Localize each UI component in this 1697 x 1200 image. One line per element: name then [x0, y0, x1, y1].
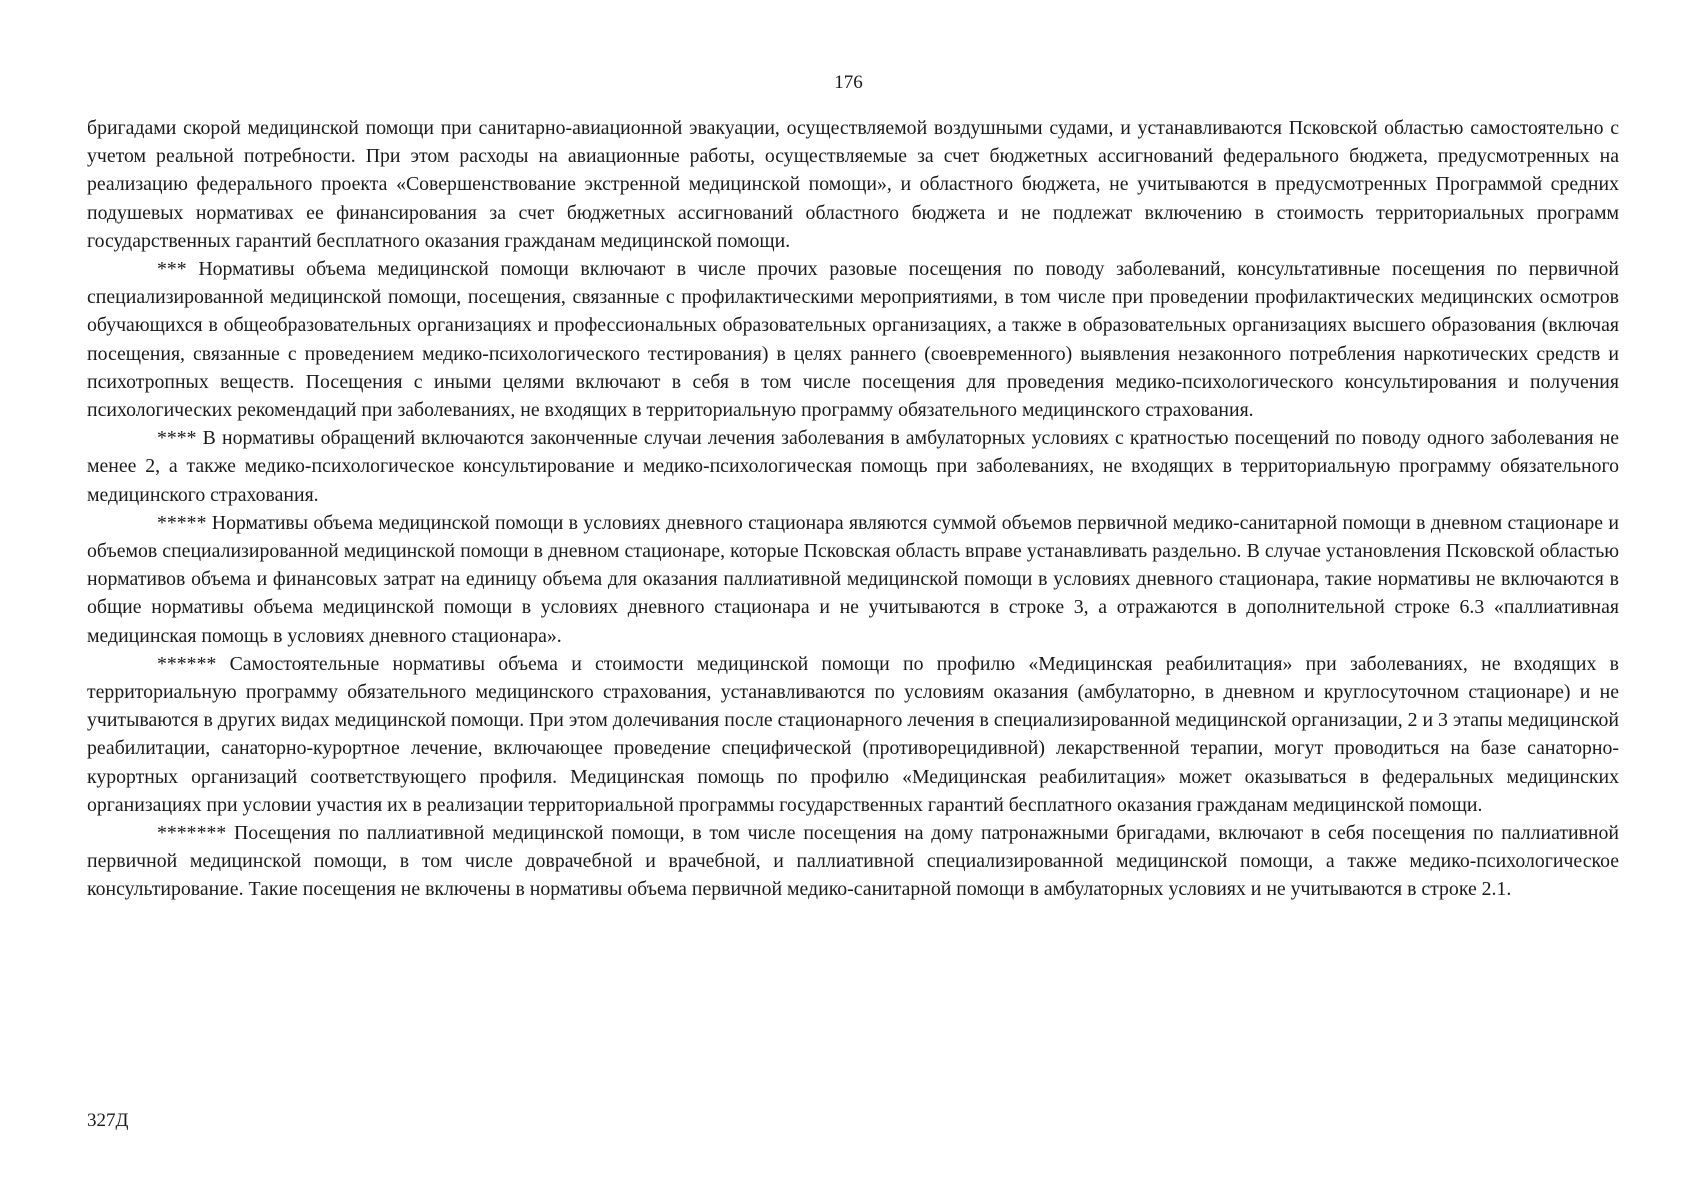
footnote-4-stars: **** В нормативы обращений включаются законченные случаи лечения заболевания в амбулаторных условиях с кратностью посещений по поводу одного заболевания не менее 2, а также медико-психологическое консультирование и медико-психологическая помощь при заболеваниях, не входящих в территориальную программу обязательного медицинского страхования. [87, 427, 1619, 506]
footnote-5-stars: ***** Нормативы объема медицинской помощи в условиях дневного стационара являются суммой объемов первичной медико-санитарной помощи в дневном стационаре и объемов специализированной медицинской помощи в дневном стационаре, которые Псковская область вправе устанавливать раздельно. В случае установления Псковской областью нормативов объема и финансовых затрат на единицу объема для оказания паллиативной медицинской помощи в условиях дневного стационара, такие нормативы не включаются в общие нормативы объема медицинской помощи в условиях дневного стационара и не учитываются в строке 3, а отражаются в дополнительной строке 6.3 «паллиативная медицинская помощь в условиях дневного стационара». [87, 511, 1619, 647]
paragraph-continuation: бригадами скорой медицинской помощи при санитарно-авиационной эвакуации, осуществляемой воздушными судами, и устанавливаются Псковской областью самостоятельно с учетом реальной потребности. При этом расходы на авиационные работы, осуществляемые за счет бюджетных ассигнований федерального бюджета, предусмотренных на реализацию федерального проекта «Совершенствование экстренной медицинской помощи», и областного бюджета, не учитываются в предусмотренных Программой средних подушевых нормативах ее финансирования за счет бюджетных ассигнований областного бюджета и не подлежат включению в стоимость территориальных программ государственных гарантий бесплатного оказания гражданам медицинской помощи. [87, 117, 1619, 252]
footnote-3-stars: *** Нормативы объема медицинской помощи включают в числе прочих разовые посещения по поводу заболеваний, консультативные посещения по первичной специализированной медицинской помощи, посещения, связанные с профилактическими мероприятиями, в том числе при проведении профилактических медицинских осмотров обучающихся в общеобразовательных организациях и профессиональных образовательных организациях, а также в образовательных организациях высшего образования (включая посещения, связанные с проведением медико-психологического тестирования) в целях раннего (своевременного) выявления незаконного потребления наркотических средств и психотропных веществ. Посещения с иными целями включают в себя в том числе посещения для проведения медико-психологического консультирования и получения психологических рекомендаций при заболеваниях, не входящих в территориальную программу обязательного медицинского страхования. [87, 258, 1619, 422]
footnote-6-stars: ****** Самостоятельные нормативы объема и стоимости медицинской помощи по профилю «Медицинская реабилитация» при заболеваниях, не входящих в территориальную программу обязательного медицинского страхования, устанавливаются по условиям оказания (амбулаторно, в дневном и круглосуточном стационаре) и не учитываются в других видах медицинской помощи. При этом долечивания после стационарного лечения в специализированной медицинской организации, 2 и 3 этапы медицинской реабилитации, санаторно-курортное лечение, включающее проведение специфической (противорецидивной) лекарственной терапии, могут проводиться на базе санаторно-курортных организаций соответствующего профиля. Медицинская помощь по профилю «Медицинская реабилитация» может оказываться в федеральных медицинских организациях при условии участия их в реализации территориальной программы государственных гарантий бесплатного оказания гражданам медицинской помощи. [87, 652, 1619, 816]
document-body [87, 114, 1619, 904]
page-number: 176 [834, 72, 863, 93]
footnote-7-stars: ******* Посещения по паллиативной медицинской помощи, в том числе посещения на дому патронажными бригадами, включают в себя посещения по паллиативной первичной медицинской помощи, в том числе доврачебной и врачебной, и паллиативной специализированной медицинской помощи, а также медико-психологическое консультирование. Такие посещения не включены в нормативы объема первичной медико-санитарной помощи в амбулаторных условиях и не учитываются в строке 2.1. [87, 822, 1619, 901]
document-code: 327Д [87, 1110, 129, 1131]
